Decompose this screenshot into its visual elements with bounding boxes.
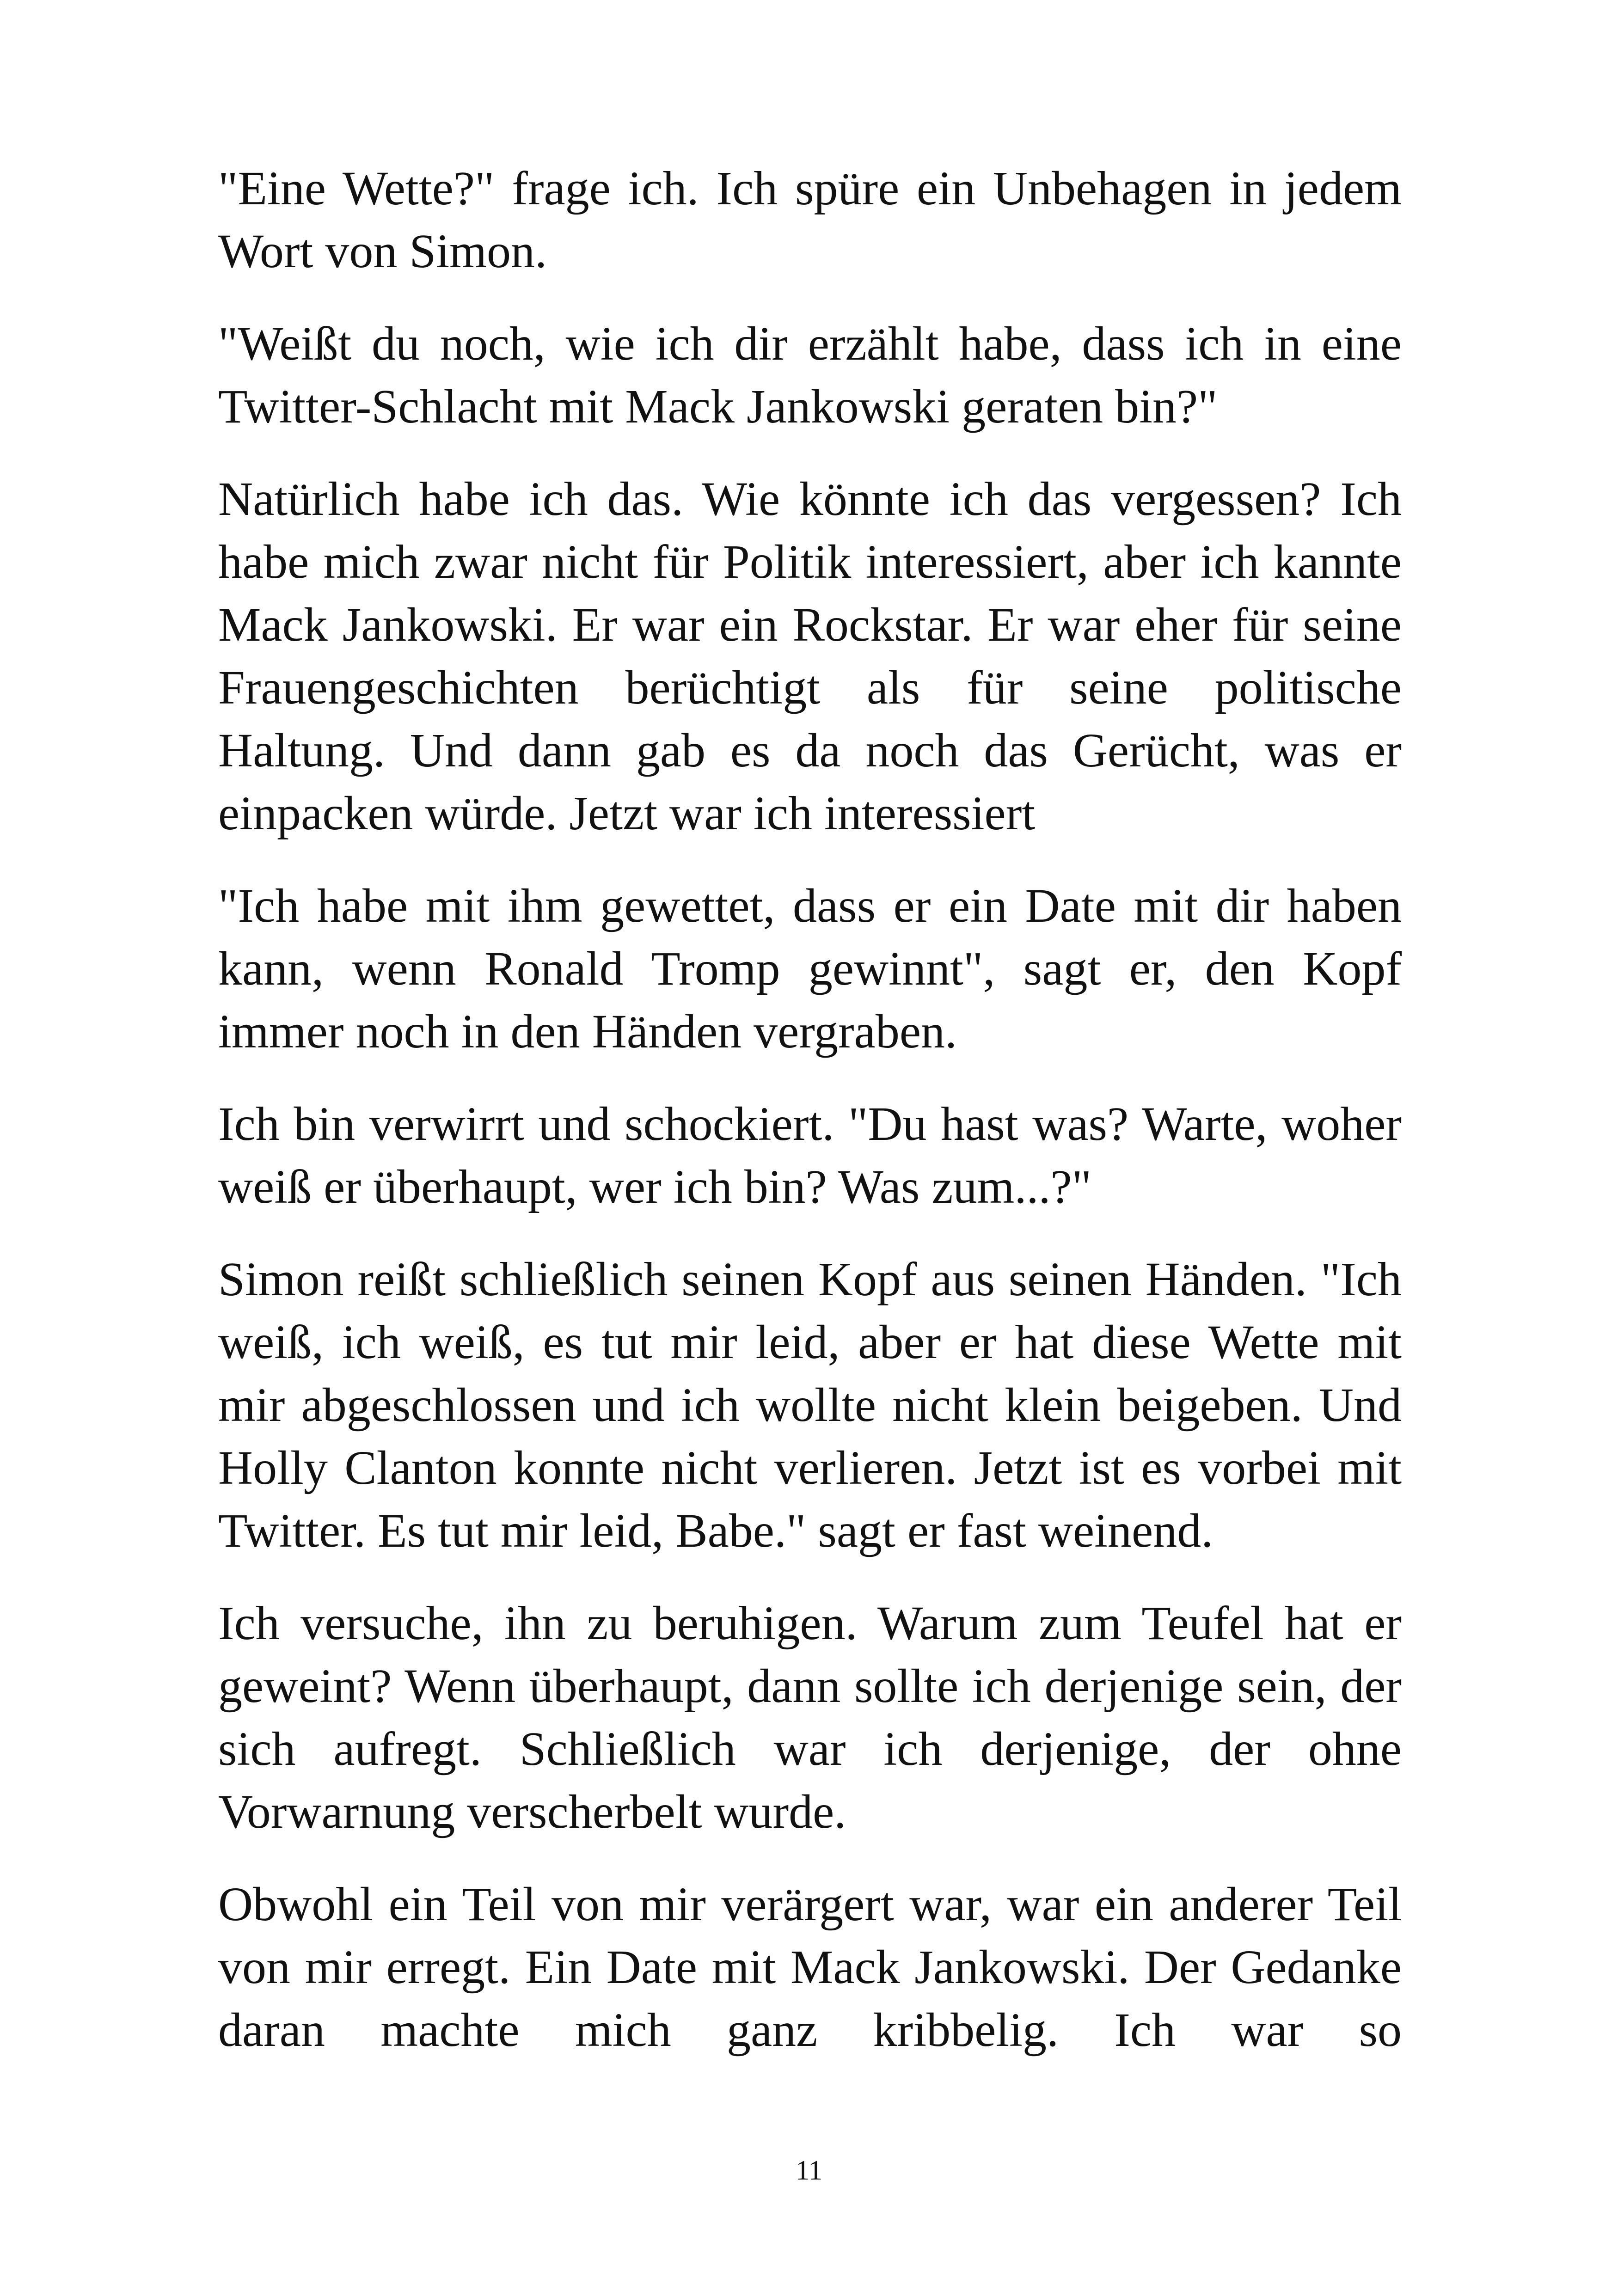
paragraph-7: Ich versuche, ihn zu beruhigen. Warum zum Teufel hat er geweint? Wenn überhaupt, dann sollte ich derjenige sein, der sich aufregt. Schließlich war ich derjenige, der ohne Vorwarnung verscherbelt wurde. [218, 1597, 1402, 1838]
paragraph-6: Simon reißt schließlich seinen Kopf aus seinen Händen. "Ich weiß, ich weiß, es tut mir leid, aber er hat diese Wette mit mir abgeschlossen und ich wollte nicht klein beigeben. Und Holly Clanton konnte nicht verlieren. Jetzt ist es vorbei mit Twitter. Es tut mir leid, Babe." sagt er fast weinend. [218, 1253, 1402, 1557]
paragraph-4: "Ich habe mit ihm gewettet, dass er ein Date mit dir haben kann, wenn Ronald Tromp gewinnt", sagt er, den Kopf immer noch in den Händen vergraben. [218, 879, 1402, 1058]
body-text [218, 157, 1402, 2091]
page-number: 11 [796, 2155, 822, 2186]
paragraph-8: Obwohl ein Teil von mir verärgert war, war ein anderer Teil von mir erregt. Ein Date mit Mack Jankowski. Der Gedanke daran machte mich ganz kribbelig. Ich war so [218, 1878, 1402, 2057]
paragraph-2: "Weißt du noch, wie ich dir erzählt habe, dass ich in eine Twitter-Schlacht mit Mack Jankowski geraten bin?" [218, 317, 1402, 433]
paragraph-3: Natürlich habe ich das. Wie könnte ich das vergessen? Ich habe mich zwar nicht für Politik interessiert, aber ich kannte Mack Jankowski. Er war ein Rockstar. Er war eher für seine Frauengeschichten berüchtigt als für seine politische Haltung. Und dann gab es da noch das Gerücht, was er einpacken würde. Jetzt war ich interessiert [218, 472, 1402, 840]
paragraph-5: Ich bin verwirrt und schockiert. "Du hast was? Warte, woher weiß er überhaupt, wer ich bin? Was zum...?" [218, 1097, 1402, 1213]
paragraph-1: "Eine Wette?" frage ich. Ich spüre ein Unbehagen in jedem Wort von Simon. [218, 162, 1402, 278]
